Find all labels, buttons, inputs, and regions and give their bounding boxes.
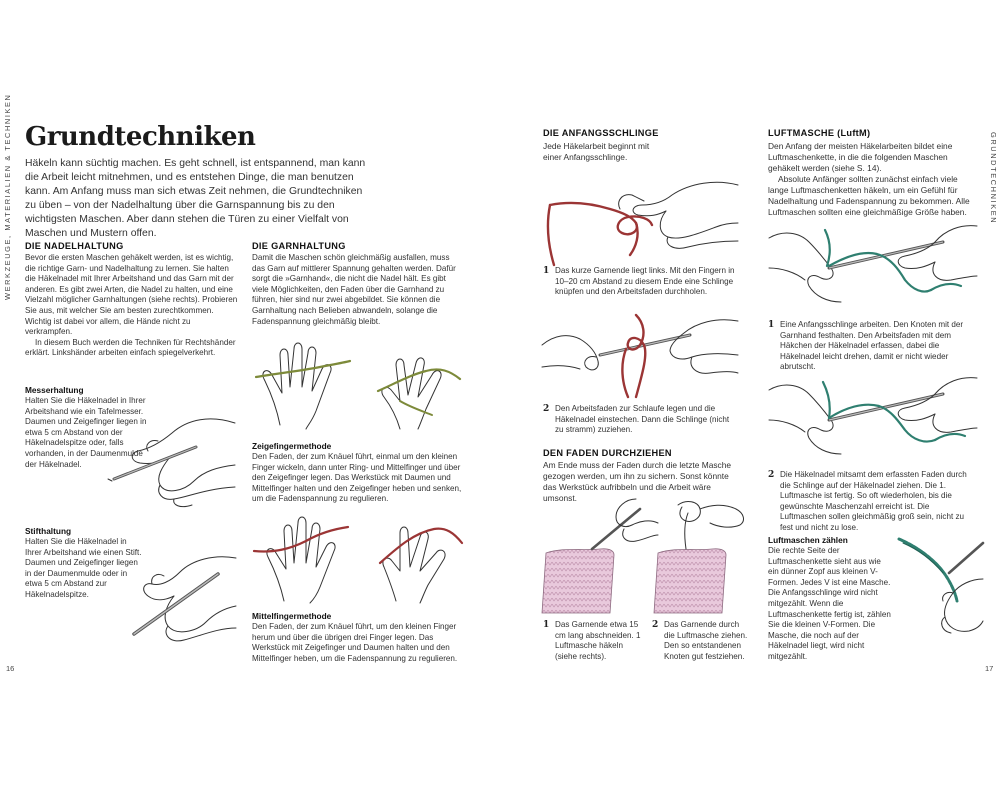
zeigefinger-text: Den Faden, der zum Knäuel führt, einmal um den kleinen Finger wickeln, dann unter Ring- und Mittelfinger und über den Zeigefinger legen. Das Werkstück mit Daumen und Mittelfinger halten und den Zeigefinger heben und senken, um die Fadenspannung zu regulieren. <box>252 452 462 504</box>
luftmaschen-zaehlen-heading: Luftmaschen zählen <box>768 535 848 545</box>
garnhaltung-heading: DIE GARNHALTUNG <box>252 241 346 251</box>
right-page-number: 17 <box>985 664 994 673</box>
anfangsschlinge-step-2-number: 2 <box>543 404 550 414</box>
slip-knot-illustration-2 <box>540 305 740 400</box>
garnhaltung-text: Damit die Maschen schön gleichmäßig ausfallen, muss das Garn auf mittlerer Spannung gehalten werden. Dafür sorgt die »Garnhand«, die nicht die Nadel hält. Es gibt viele Möglichkeiten, den Faden über die Garnhand zu führen, hier sind nur zwei abgebildet. Sie können die Garnhaltung nach Belieben abwandeln, solange die Fadenspannung gleichmäßig bleibt. <box>252 253 456 326</box>
durchziehen-step-2-number: 2 <box>652 620 659 630</box>
knife-hold-illustration <box>100 405 240 515</box>
stifthaltung-heading: Stifthaltung <box>25 526 72 536</box>
left-page-number: 16 <box>6 664 15 673</box>
luftmasche-heading: LUFTMASCHE (LuftM) <box>768 128 871 138</box>
anfangsschlinge-text: Jede Häkelarbeit beginnt mit einer Anfangsschlinge. <box>543 141 650 162</box>
durchziehen-step-1-text: Das Garnende etwa 15 cm lang abschneiden. 1 Luftmasche häkeln (siehe rechts). <box>555 620 641 661</box>
luftmaschen-zaehlen-text: Die rechte Seite der Luftmaschenkette sieht aus wie ein dünner Zopf aus kleinen V-Formen. Jedes V ist eine Masche. Die Anfangsschlinge wird nicht mitgezählt. Wenn die Luftmaschenkette fertig ist, zählen Sie die kleinen V-Formen. Die Masche, die noch auf der Häkelnadel liegt, wird nicht mitgezählt. <box>768 546 891 661</box>
messerhaltung-heading: Messerhaltung <box>25 385 84 395</box>
nadelhaltung-text <box>25 253 238 359</box>
stifthaltung-text: Halten Sie die Häkelnadel in Ihrer Arbeitshand wie einen Stift. Daumen und Zeigefinger liegen in der Daumenmulde oder in etwa 5 cm Abstand zur Häkelnadelspitze. <box>25 537 142 599</box>
luftmasche-paragraph-2: Absolute Anfänger sollten zunächst einfach viele lange Luftmaschenketten häkeln, um ein Gefühl für Nadelhaltung und Fadenspannung zu bekommen. Alle Luftmaschen sollten eine gleichmäßige Größe haben. <box>768 174 970 217</box>
luftmasche-step-2-text: Die Häkelnadel mitsamt dem erfassten Faden durch die Schlinge auf der Häkelnadel ziehen. Die 1. Luftmasche ist fertig. So oft wiederholen, bis die gewünschte Maschenzahl erreicht ist. Die Luftmaschen sollen gleichmäßig groß sein, nicht zu fest und nicht zu lose. <box>780 470 967 532</box>
nadelhaltung-heading: DIE NADELHALTUNG <box>25 241 124 251</box>
anfangsschlinge-step-2-text: Den Arbeitsfaden zur Schlaufe legen und die Häkelnadel einstechen. Dann die Schlinge (nicht zu stramm) zuziehen. <box>555 404 730 435</box>
luftmasche-step-1-text: Eine Anfangsschlinge arbeiten. Den Knoten mit der Garnhand festhalten. Den Arbeitsfaden mit dem Häkchen der Häkelnadel erfassen, dabei die Häkelnadel leicht drehen, damit er nicht wieder abrutscht. <box>780 320 964 372</box>
anfangsschlinge-step-1-number: 1 <box>543 266 550 276</box>
chain-stitch-illustration-2 <box>765 368 980 463</box>
middle-finger-method-illustration <box>250 503 465 603</box>
luftmasche-step-2-number: 2 <box>768 470 775 480</box>
mittelfinger-text: Den Faden, der zum Knäuel führt, um den kleinen Finger herum und über die übrigen drei Finger legen. Das Werkstück mit Zeigefinger und Daumen halten und den Mittelfinger heben, um die Fadenspannung zu regulieren. <box>252 622 458 663</box>
luftmasche-paragraph-1: Den Anfang der meisten Häkelarbeiten bildet eine Luftmaschenkette, in die die folgenden Maschen gehäkelt werden (siehe S. 14). <box>768 141 953 173</box>
durchziehen-step-2-text: Das Garnende durch die Luftmasche ziehen. Den so entstandenen Knoten gut festziehen. <box>664 620 748 661</box>
intro-text: Häkeln kann süchtig machen. Es geht schnell, ist entspannend, man kann die Arbeit leicht mitnehmen, und es entstehen Dinge, die man benutzen kann. Am Anfang muss man sich etwas Zeit nehmen, die Grundtechniken zu üben – von der Nadelhaltung über die Garnspannung bis zu den wichtigsten Maschen. Aber dann stehen die Türen zu einer Vielfalt von Maschen und Mustern offen. <box>25 158 366 239</box>
durchziehen-text: Am Ende muss der Faden durch die letzte Masche gezogen werden, um ihn zu sichern. Sonst könnte das Werkstück aufribbeln und die Arbeit wäre umsonst. <box>543 460 732 503</box>
right-side-label: GRUNDTECHNIKEN <box>989 132 998 225</box>
messerhaltung-text: Halten Sie die Häkelnadel in Ihrer Arbeitshand wie ein Tafelmesser. Daumen und Zeigefinger liegen in etwa 5 cm Abstand von der Häkelnadelspitze oder, falls vorhanden, in der Daumenmulde der Häkelnadel. <box>25 396 147 469</box>
luftmasche-step-1-number: 1 <box>768 320 775 330</box>
page-title: Grundtechniken <box>25 122 256 152</box>
nadelhaltung-paragraph-1: Bevor die ersten Maschen gehäkelt werden, ist es wichtig, die richtige Garn- und Nadelhaltung zu lernen. Sie halten die Häkelnadel mit Ihrer Arbeitshand und das Garn mit der anderen. Es gibt zwei Arten, die Nadel zu halten, und eine Vielzahl möglicher Garnhaltungen (siehe rechts). Probieren Sie aus, mit welcher Sie am besten zurechtkommen. Wichtig ist dabei vor allem, die Hände nicht zu verkrampfen. <box>25 253 238 337</box>
slip-knot-illustration-1 <box>540 175 740 270</box>
anfangsschlinge-step-1-text: Das kurze Garnende liegt links. Mit den Fingern in 10–20 cm Abstand zu diesem Ende eine Schlinge knüpfen und den Arbeitsfaden durchholen. <box>555 266 735 297</box>
pencil-hold-illustration <box>100 548 240 658</box>
anfangsschlinge-heading: DIE ANFANGSSCHLINGE <box>543 128 659 138</box>
chain-stitch-illustration-1 <box>765 220 980 315</box>
left-side-label: WERKZEUGE, MATERIALIEN & TECHNIKEN <box>3 93 12 300</box>
luftmasche-text <box>768 141 973 218</box>
durchziehen-step-1-number: 1 <box>543 620 550 630</box>
zeigefinger-heading: Zeigefingermethode <box>252 441 332 451</box>
nadelhaltung-paragraph-2: In diesem Buch werden die Techniken für Rechtshänder erklärt. Linkshänder arbeiten einfach spiegelverkehrt. <box>25 337 236 358</box>
index-finger-method-illustration <box>250 335 465 430</box>
chain-count-illustration <box>895 535 985 640</box>
fasten-off-illustration <box>540 495 750 615</box>
durchziehen-heading: DEN FADEN DURCHZIEHEN <box>543 448 672 458</box>
mittelfinger-heading: Mittelfingermethode <box>252 611 332 621</box>
